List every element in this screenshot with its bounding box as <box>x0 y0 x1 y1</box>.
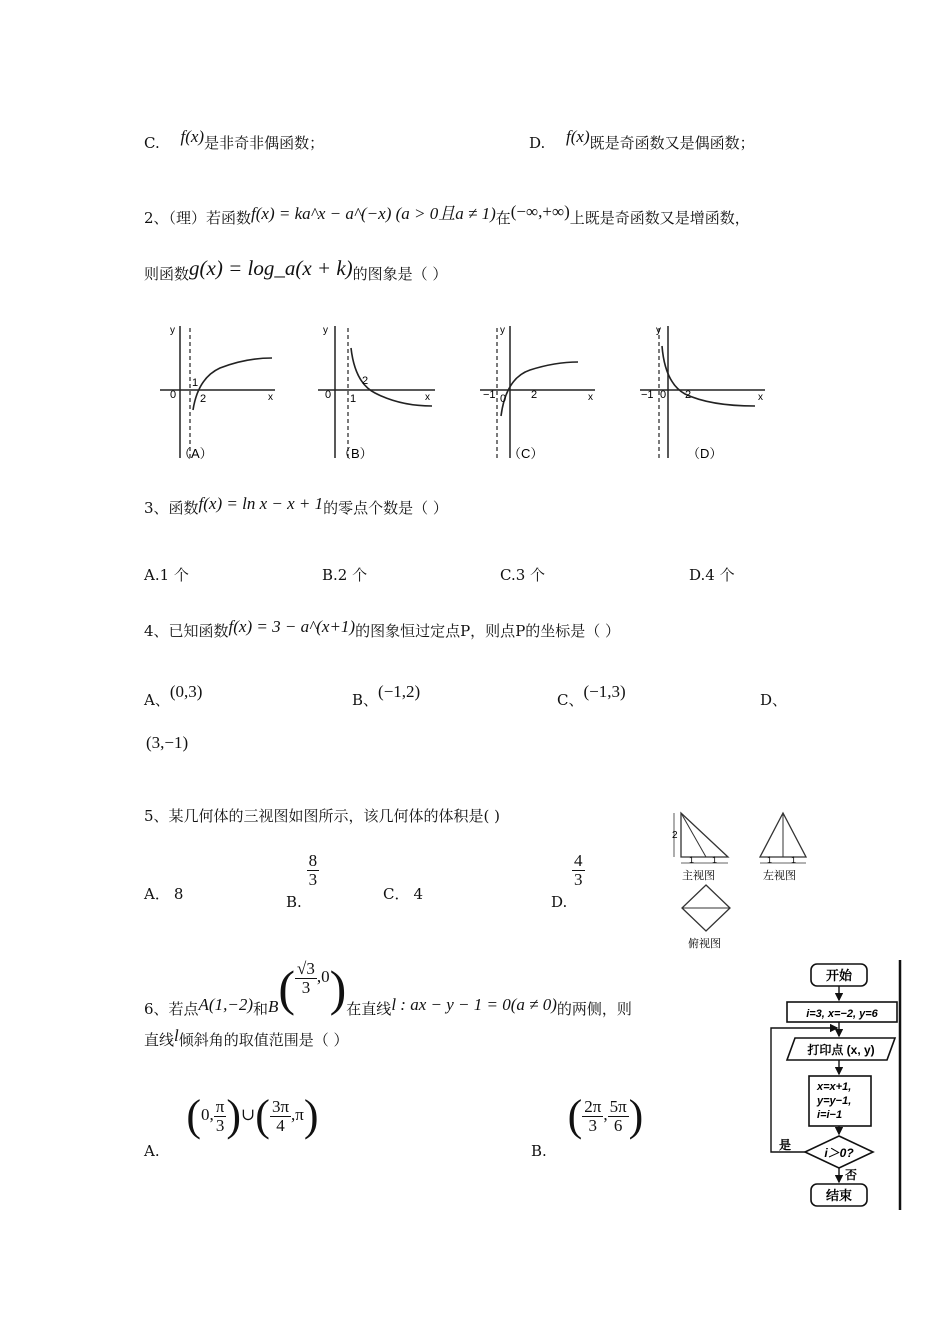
graph-d-x: x <box>758 392 763 403</box>
q5-option-c <box>383 884 423 904</box>
q2-stem-line1 <box>144 202 750 228</box>
flow-end <box>811 1184 867 1206</box>
q6-b-label: B. <box>531 1142 547 1160</box>
side-dim-1a: 1 <box>767 855 773 865</box>
side-view-label: 左视图 <box>763 870 796 882</box>
graph-a <box>160 325 275 461</box>
flowchart <box>765 958 905 1214</box>
q5-d-den: 3 <box>574 870 583 889</box>
graph-a-tick-0: 0 <box>170 389 177 401</box>
q5-a-label: A． <box>144 885 170 903</box>
q5-b-den: 3 <box>308 870 318 889</box>
q4-prefix: 4、已知函数 <box>144 622 229 640</box>
q1-c-text: 是非奇非偶函数； <box>204 134 325 152</box>
graph-b-tick-1: 1 <box>350 393 357 405</box>
graph-c-tick-0: 0 <box>500 393 507 405</box>
q4-option-a <box>144 682 203 710</box>
q4-stem <box>144 617 621 641</box>
flow-yes: 是 <box>779 1138 792 1152</box>
q6-and: 和 <box>252 1000 268 1018</box>
flow-print-text: 打印点 (x, y) <box>807 1043 875 1057</box>
flow-update <box>809 1076 871 1126</box>
q6-point-b-letter: B <box>268 997 279 1016</box>
flow-start <box>811 964 867 986</box>
graph-c-tick-2: 2 <box>531 389 538 401</box>
flow-print <box>787 1038 895 1060</box>
graph-c-caption: （C） <box>508 446 544 461</box>
q3-option-b: B.2 个 <box>322 566 368 584</box>
q6-b-2pi: 2π <box>584 1096 602 1116</box>
q6-prefix: 6、若点 <box>144 1000 199 1018</box>
side-view <box>760 813 806 882</box>
graph-b <box>318 325 435 461</box>
q6-a-3pi: 3π <box>271 1096 290 1116</box>
graph-d <box>640 325 765 461</box>
graph-a-x: x <box>268 392 273 403</box>
flow-update-y: y=y−1, <box>817 1095 852 1107</box>
q1-d-text: 既是奇函数又是偶函数； <box>589 134 755 152</box>
q5-option-d <box>551 851 585 911</box>
flow-end-text: 结束 <box>825 1188 853 1203</box>
q6-union: ∪ <box>241 1105 256 1124</box>
graph-a-caption: （A） <box>178 446 213 461</box>
q6-b-den6: 6 <box>613 1115 623 1135</box>
graph-d-tick-m1: −1 <box>641 389 654 401</box>
q4-d-label: D、 <box>760 691 788 709</box>
q2-line2-prefix: 则函数 <box>144 265 190 283</box>
top-view-label: 俯视图 <box>688 938 721 950</box>
flow-update-x: x=x+1, <box>817 1081 852 1093</box>
graph-c-y: y <box>500 325 505 336</box>
graph-b-tick-0: 0 <box>325 389 332 401</box>
q6-a-pi: π <box>215 1096 225 1116</box>
q5-d-num: 4 <box>574 851 583 870</box>
graph-c <box>480 325 595 461</box>
front-view <box>672 813 728 882</box>
q5-c-label: C． <box>383 885 410 903</box>
q6-b-5pi: 5π <box>609 1096 627 1116</box>
q6-a-zero: 0, <box>201 1105 214 1124</box>
q6-a-den3: 3 <box>215 1115 225 1135</box>
q6-stem-line2 <box>144 1026 349 1050</box>
three-view-figure <box>668 805 808 955</box>
graph-c-x: x <box>588 392 593 403</box>
graph-d-caption: （D） <box>687 446 723 461</box>
q2-interval: (−∞,+∞) <box>510 202 570 221</box>
flow-no: 否 <box>845 1168 858 1182</box>
q6-three: 3 <box>301 977 311 997</box>
flow-condition <box>805 1136 873 1168</box>
graph-a-y: y <box>170 325 175 336</box>
q2-line2-suffix: 的图象是（ ） <box>352 265 448 283</box>
q6-mid: 在直线 <box>346 1000 392 1018</box>
q1-option-d <box>529 127 755 153</box>
q6-line2-prefix: 直线 <box>144 1031 175 1049</box>
front-dim-2: 2 <box>672 830 678 841</box>
front-view-label: 主视图 <box>682 870 715 882</box>
q6-b-comma: , <box>603 1105 608 1124</box>
q2-graphs <box>150 318 790 468</box>
q4-d-value: (3,−1) <box>146 733 189 752</box>
q6-stem-line1: 6、若点A(1,−2)和B( $\frac{√3}{3}$ ,0)在直线l : ax − y − 1 = 0(a ≠ 0)的两侧，则 <box>144 958 632 1018</box>
graph-d-tick-2: 2 <box>685 389 692 401</box>
q4-option-b <box>352 682 421 710</box>
q3-option-c: C.3 个 <box>500 566 546 584</box>
q4-suffix: 的图象恒过定点P，则点P的坐标是（ ） <box>355 622 621 640</box>
flow-condition-text: i＞0? <box>824 1146 854 1160</box>
q5-a-value: 8 <box>173 885 184 903</box>
graph-c-tick-m1: −1 <box>483 389 496 401</box>
q2-g-formula: g(x) = log_a(x + k) <box>189 256 353 280</box>
flow-init <box>787 1002 897 1022</box>
q2-prefix: 2、（理）若函数 <box>144 209 252 227</box>
q3-option-d: D.4 个 <box>689 566 735 584</box>
q2-mid: 在 <box>495 209 511 227</box>
graph-a-tick-2: 2 <box>200 393 207 405</box>
q6-sqrt3: √3 <box>297 958 315 978</box>
q4-c-label: C、 <box>557 691 584 709</box>
q4-b-value: (−1,2) <box>378 682 421 701</box>
q5-stem: 5、某几何体的三视图如图所示，该几何体的体积是( ) <box>144 807 501 825</box>
graph-a-tick-1: 1 <box>192 377 199 389</box>
q6-zero: ,0 <box>316 967 330 986</box>
q4-option-c <box>557 682 626 710</box>
q2-formula: f(x) = ka^x − a^(−x) (a > 0且a ≠ 1) <box>251 204 496 223</box>
q5-b-label: B. <box>286 892 302 911</box>
graph-b-tick-2: 2 <box>362 375 369 387</box>
q6-a-tail: ,π <box>291 1105 304 1124</box>
q6-option-a: A. (0, $\frac{\pi}{3}$ )∪( $\frac{3\pi}{4}$ ,π) <box>144 1091 319 1160</box>
graph-b-y: y <box>323 325 328 336</box>
q6-l: l <box>174 1026 179 1045</box>
q3-suffix: 的零点个数是（ ） <box>323 499 448 517</box>
q2-stem-line2 <box>144 256 448 284</box>
q6-suffix: 的两侧，则 <box>556 1000 632 1018</box>
graph-d-y: y <box>656 325 661 336</box>
q1-option-c <box>144 127 325 153</box>
q5-option-b <box>286 851 319 911</box>
q6-line-eq: l : ax − y − 1 = 0(a ≠ 0) <box>391 995 557 1014</box>
front-dim-1b: 1 <box>712 855 718 865</box>
graph-b-caption: （B） <box>338 446 373 461</box>
q4-c-value: (−1,3) <box>583 682 626 701</box>
flow-init-text: i=3, x=−2, y=6 <box>806 1008 878 1020</box>
q1-c-label: C. <box>144 134 160 152</box>
q4-b-label: B、 <box>352 691 379 709</box>
q1-d-label: D. <box>529 134 546 152</box>
q2-suffix: 上既是奇函数又是增函数， <box>569 209 750 227</box>
q1-c-expr: f(x) <box>180 127 205 146</box>
q3-prefix: 3、函数 <box>144 499 199 517</box>
q4-a-label: A、 <box>144 691 170 709</box>
side-dim-1b: 1 <box>791 855 797 865</box>
q6-line2-suffix: 倾斜角的取值范围是（ ） <box>178 1031 349 1049</box>
q6-b-den3: 3 <box>588 1115 598 1135</box>
q6-option-b: B. ( $\frac{2\pi}{3}$ , $\frac{5\pi}{6}$ ) <box>531 1091 644 1160</box>
q5-d-label: D. <box>551 892 568 911</box>
q3-stem <box>144 494 448 518</box>
q6-point-a: A(1,−2) <box>198 995 253 1014</box>
flow-update-i: i=i−1 <box>817 1109 843 1121</box>
q5-c-value: 4 <box>413 885 424 903</box>
front-dim-1a: 1 <box>689 855 695 865</box>
q3-formula: f(x) = ln x − x + 1 <box>198 494 324 513</box>
q6-a-label: A. <box>144 1142 160 1160</box>
q3-option-a: A.1 个 <box>144 566 189 584</box>
top-view <box>682 885 730 950</box>
q6-a-den4: 4 <box>276 1115 285 1135</box>
q4-a-value: (0,3) <box>169 682 203 701</box>
graph-b-x: x <box>425 392 430 403</box>
graph-d-tick-0: 0 <box>660 389 667 401</box>
flow-start-text: 开始 <box>825 968 853 983</box>
q5-b-num: 8 <box>308 851 318 870</box>
q5-option-a <box>144 884 183 904</box>
q4-formula: f(x) = 3 − a^(x+1) <box>228 617 356 636</box>
q1-d-expr: f(x) <box>566 127 590 146</box>
